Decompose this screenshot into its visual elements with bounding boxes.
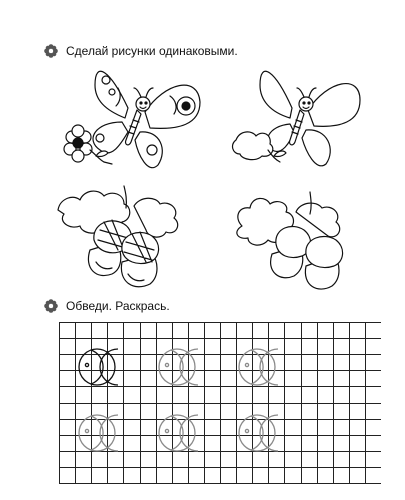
- fish-trace: [159, 415, 198, 451]
- tracing-grid: [59, 322, 381, 489]
- flower-bullet-icon: [44, 299, 58, 313]
- task-2-heading: [44, 299, 170, 313]
- fish-trace: [239, 415, 278, 451]
- acorns-incomplete: [237, 192, 343, 289]
- butterfly-incomplete: [233, 71, 360, 166]
- acorns-complete: [58, 186, 178, 287]
- fish-trace: [79, 415, 118, 451]
- task-2-text: Обведи. Раскрась.: [66, 299, 170, 313]
- butterfly-complete: [64, 71, 200, 167]
- task-1-text: Сделай рисунки одинаковыми.: [66, 44, 238, 58]
- tracing-grid-svg: [59, 322, 381, 484]
